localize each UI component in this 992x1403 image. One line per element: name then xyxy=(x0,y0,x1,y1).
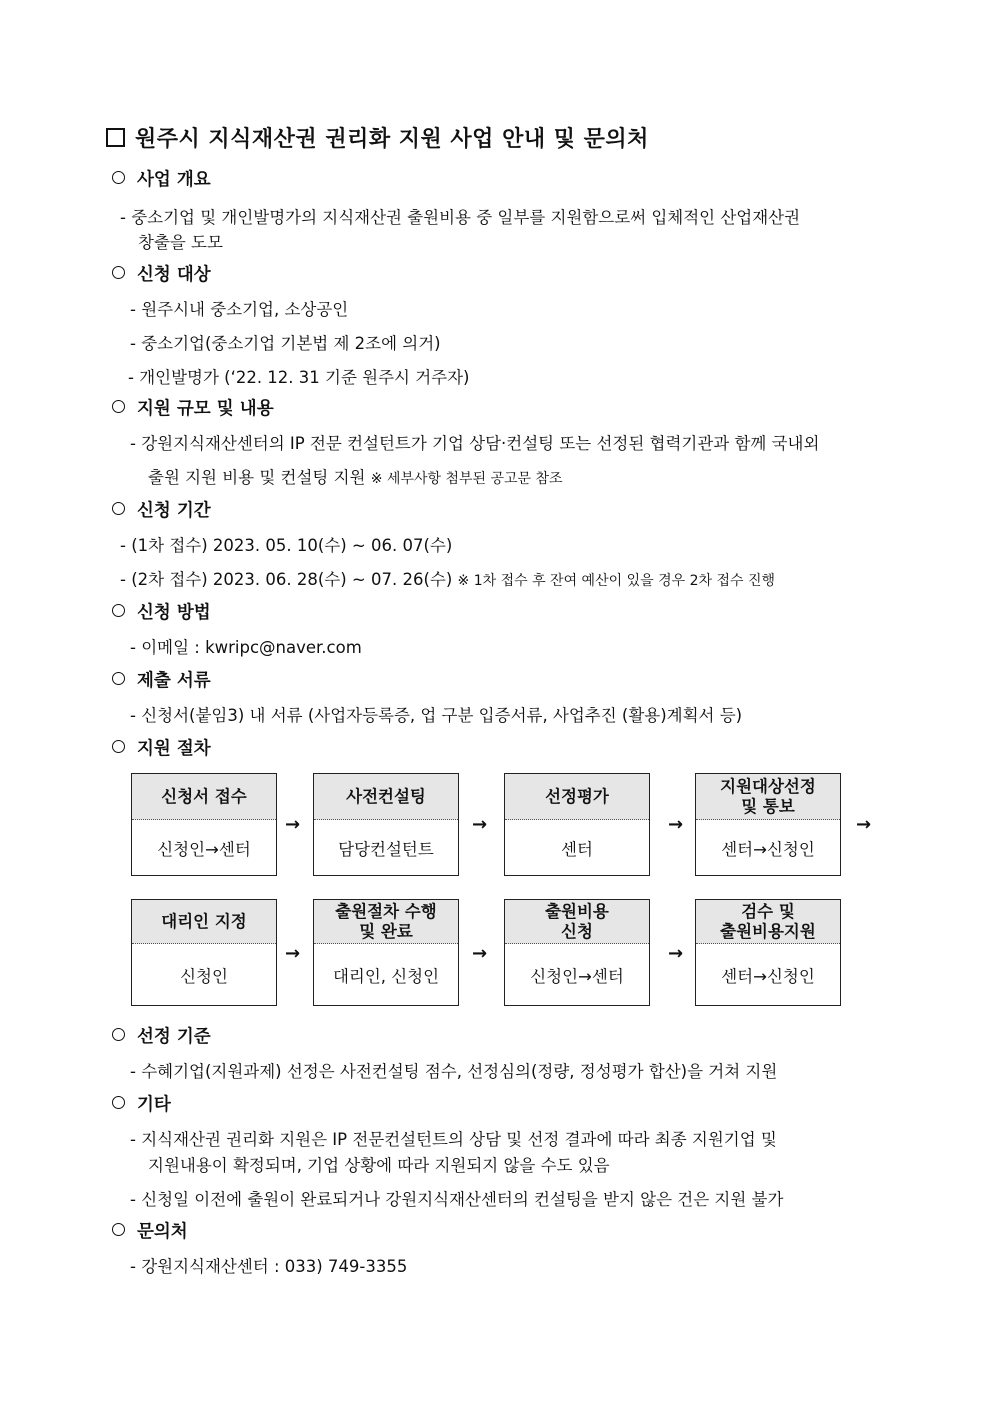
etc-line: - 지식재산권 권리화 지원은 IP 전문컨설턴트의 상담 및 선정 결과에 따라 최종 지원기업 및 xyxy=(130,1130,777,1149)
scope-line: 출원 지원 비용 및 컨설팅 지원 ※ 세부사항 첨부된 공고문 참조 xyxy=(148,468,563,487)
circle-bullet-icon xyxy=(112,604,125,617)
checkbox-square-icon xyxy=(106,128,125,147)
flow-step-box xyxy=(313,773,459,876)
circle-bullet-icon xyxy=(112,400,125,413)
section-heading-method: 신청 방법 xyxy=(112,599,211,624)
flow-step-box xyxy=(504,899,650,1006)
flow-step-box xyxy=(131,773,277,876)
contact-line: - 강원지식재산센터 : 033) 749-3355 xyxy=(130,1257,408,1276)
period-note: ※ 1차 접수 후 잔여 예산이 있을 경우 2차 접수 진행 xyxy=(457,573,775,589)
flow-step-actor: 담당컨설턴트 xyxy=(338,839,434,859)
flow-step-title: 검수 및 출원비용지원 xyxy=(696,900,840,944)
flow-step-title: 사전컨설팅 xyxy=(314,774,458,820)
flow-step-title: 신청서 접수 xyxy=(132,774,276,820)
flow-step-title: 출원비용 신청 xyxy=(505,900,649,944)
method-email-line: - 이메일 : kwripc@naver.com xyxy=(130,638,362,657)
circle-bullet-icon xyxy=(112,1096,125,1109)
period-line: - (2차 접수) 2023. 06. 28(수) ~ 07. 26(수) ※ 1차 접수 후 잔여 예산이 있을 경우 2차 접수 진행 xyxy=(120,570,775,589)
scope-line: - 강원지식재산센터의 IP 전문 컨설턴트가 기업 상담·컨설팅 또는 선정된 협력기관과 함께 국내외 xyxy=(130,434,820,453)
etc-line: - 신청일 이전에 출원이 완료되거나 강원지식재산센터의 컨설팅을 받지 않은 건은 지원 불가 xyxy=(130,1190,784,1209)
flow-step-actor: 신청인→센터 xyxy=(530,966,624,986)
section-heading-overview: 사업 개요 xyxy=(112,166,211,191)
flow-step-title: 지원대상선정 및 통보 xyxy=(696,774,840,820)
flow-step-box xyxy=(695,773,841,876)
section-heading-period: 신청 기간 xyxy=(112,497,211,522)
flow-step-actor: 대리인, 신청인 xyxy=(332,966,440,986)
flow-arrow-icon: → xyxy=(856,814,872,835)
circle-bullet-icon xyxy=(112,672,125,685)
overview-line: - 중소기업 및 개인발명가의 지식재산권 출원비용 중 일부를 지원함으로써 입체적인 산업재산권 xyxy=(120,208,801,227)
flow-step-actor: 신청인 xyxy=(180,966,228,986)
section-heading-contact: 문의처 xyxy=(112,1218,188,1243)
target-line: - 원주시내 중소기업, 소상공인 xyxy=(130,300,349,319)
flow-arrow-icon: → xyxy=(285,943,301,964)
flow-arrow-icon: → xyxy=(285,814,301,835)
section-heading-scope: 지원 규모 및 내용 xyxy=(112,395,274,420)
section-heading-documents: 제출 서류 xyxy=(112,667,211,692)
flow-step-title: 대리인 지정 xyxy=(132,900,276,944)
period-line: - (1차 접수) 2023. 05. 10(수) ~ 06. 07(수) xyxy=(120,536,453,555)
flow-step-box xyxy=(313,899,459,1006)
flow-step-actor: 센터→신청인 xyxy=(721,966,815,986)
flow-arrow-icon: → xyxy=(668,814,684,835)
section-heading-target: 신청 대상 xyxy=(112,261,211,286)
documents-line: - 신청서(붙임3) 내 서류 (사업자등록증, 업 구분 입증서류, 사업추진 (활용)계획서 등) xyxy=(130,706,743,725)
flow-step-actor: 신청인→센터 xyxy=(157,839,251,859)
target-line: - 개인발명가 (‘22. 12. 31 기준 원주시 거주자) xyxy=(128,368,470,387)
section-heading-etc: 기타 xyxy=(112,1091,171,1116)
flow-arrow-icon: → xyxy=(668,943,684,964)
flow-arrow-icon: → xyxy=(472,943,488,964)
flow-step-title: 선정평가 xyxy=(505,774,649,820)
scope-note: ※ 세부사항 첨부된 공고문 참조 xyxy=(370,471,563,487)
flow-arrow-icon: → xyxy=(472,814,488,835)
section-heading-procedure: 지원 절차 xyxy=(112,735,211,760)
circle-bullet-icon xyxy=(112,171,125,184)
circle-bullet-icon xyxy=(112,502,125,515)
section-heading-criteria: 선정 기준 xyxy=(112,1023,211,1048)
circle-bullet-icon xyxy=(112,1028,125,1041)
flow-step-box xyxy=(695,899,841,1006)
criteria-line: - 수혜기업(지원과제) 선정은 사전컨설팅 점수, 선정심의(정량, 정성평가 합산)을 거쳐 지원 xyxy=(130,1062,778,1081)
target-line: - 중소기업(중소기업 기본법 제 2조에 의거) xyxy=(130,334,441,353)
flow-step-actor: 센터 xyxy=(561,839,593,859)
page-title: 원주시 지식재산권 권리화 지원 사업 안내 및 문의처 xyxy=(106,122,649,153)
flow-step-box xyxy=(504,773,650,876)
flow-step-title: 출원절차 수행 및 완료 xyxy=(314,900,458,944)
etc-line: 지원내용이 확정되며, 기업 상황에 따라 지원되지 않을 수도 있음 xyxy=(148,1156,610,1175)
flow-step-box xyxy=(131,899,277,1006)
circle-bullet-icon xyxy=(112,1223,125,1236)
circle-bullet-icon xyxy=(112,266,125,279)
overview-line: 창출을 도모 xyxy=(138,233,223,252)
circle-bullet-icon xyxy=(112,740,125,753)
flow-step-actor: 센터→신청인 xyxy=(721,839,815,859)
